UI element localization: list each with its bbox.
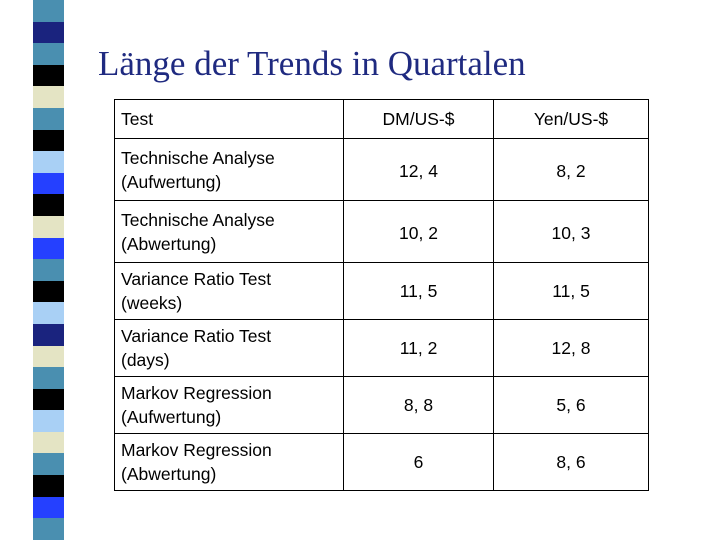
row-label-line2: (Abwertung) (121, 233, 217, 254)
row-label (115, 139, 344, 201)
table-row (115, 263, 649, 320)
header-dm-usd: DM/US-$ (344, 100, 494, 139)
stripe-block (33, 22, 64, 44)
stripe-block (33, 0, 64, 22)
stripe-block (33, 86, 64, 108)
decorative-stripe (33, 0, 64, 540)
stripe-block (33, 238, 64, 260)
cell-dm-usd: 6 (344, 434, 494, 491)
cell-dm-usd: 12, 4 (344, 139, 494, 201)
stripe-block (33, 518, 64, 540)
stripe-block (33, 302, 64, 324)
row-label (115, 201, 344, 263)
stripe-block (33, 130, 64, 152)
stripe-block (33, 497, 64, 519)
cell-yen-usd: 12, 8 (494, 320, 649, 377)
row-label-line1: Variance Ratio Test (121, 326, 272, 346)
stripe-block (33, 367, 64, 389)
stripe-block (33, 43, 64, 65)
table-row (115, 139, 649, 201)
stripe-block (33, 346, 64, 368)
table-row (115, 434, 649, 491)
row-label-line1: Technische Analyse (121, 147, 275, 168)
stripe-block (33, 475, 64, 497)
row-label (115, 320, 344, 377)
stripe-block (33, 259, 64, 281)
stripe-block (33, 389, 64, 411)
row-label (115, 434, 344, 491)
cell-yen-usd: 8, 2 (494, 139, 649, 201)
table-row (115, 201, 649, 263)
cell-dm-usd: 11, 2 (344, 320, 494, 377)
stripe-block (33, 281, 64, 303)
stripe-block (33, 151, 64, 173)
stripe-block (33, 216, 64, 238)
row-label-line2: (days) (121, 350, 170, 370)
cell-dm-usd: 8, 8 (344, 377, 494, 434)
header-yen-usd: Yen/US-$ (494, 100, 649, 139)
cell-dm-usd: 10, 2 (344, 201, 494, 263)
row-label-line2: (Aufwertung) (121, 407, 222, 427)
cell-yen-usd: 8, 6 (494, 434, 649, 491)
cell-yen-usd: 11, 5 (494, 263, 649, 320)
cell-dm-usd: 11, 5 (344, 263, 494, 320)
row-label (115, 377, 344, 434)
row-label (115, 263, 344, 320)
row-label-line1: Markov Regression (121, 440, 272, 460)
cell-yen-usd: 5, 6 (494, 377, 649, 434)
stripe-block (33, 194, 64, 216)
row-label-line2: (Aufwertung) (121, 171, 222, 192)
page-title: Länge der Trends in Quartalen (98, 44, 526, 83)
stripe-block (33, 173, 64, 195)
stripe-block (33, 65, 64, 87)
cell-yen-usd: 10, 3 (494, 201, 649, 263)
stripe-block (33, 108, 64, 130)
row-label-line1: Markov Regression (121, 383, 272, 403)
row-label-line2: (Abwertung) (121, 464, 217, 484)
stripe-block (33, 410, 64, 432)
stripe-block (33, 432, 64, 454)
row-label-line1: Technische Analyse (121, 209, 275, 230)
table-header-row (115, 100, 649, 139)
header-test: Test (115, 100, 344, 139)
stripe-block (33, 324, 64, 346)
stripe-block (33, 453, 64, 475)
row-label-line2: (weeks) (121, 293, 183, 313)
row-label-line1: Variance Ratio Test (121, 269, 272, 289)
table-row (115, 377, 649, 434)
trend-length-table (114, 99, 649, 491)
table-row (115, 320, 649, 377)
